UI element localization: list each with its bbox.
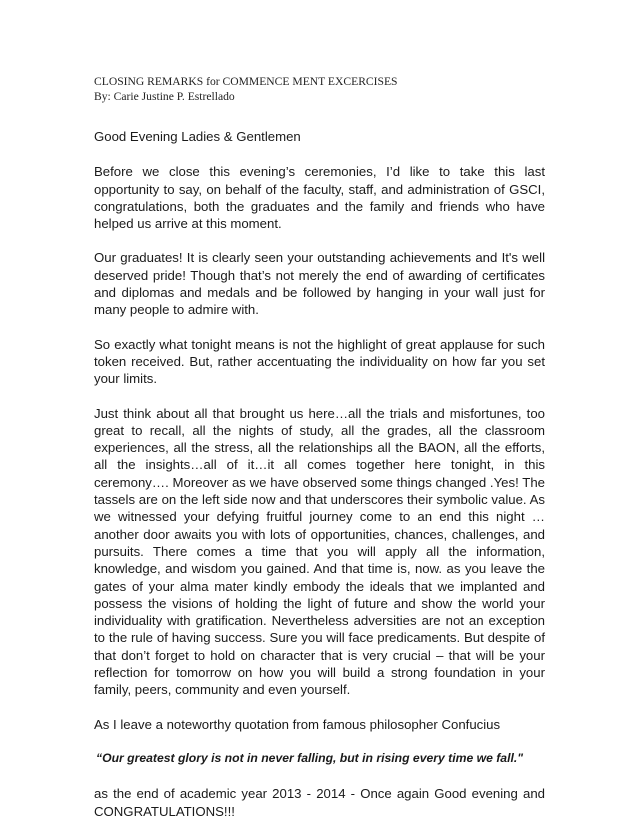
document-byline: By: Carie Justine P. Estrellado [94,90,235,103]
greeting: Good Evening Ladies & Gentlemen [94,129,301,144]
document-title: CLOSING REMARKS for COMMENCE MENT EXCERCISES [94,75,398,88]
quote-intro: As I leave a noteworthy quotation from famous philosopher Confucius [94,716,501,732]
paragraph-graduates: Our graduates! It is clearly seen your outstanding achievements and It's well deserved pride! Though that’s not merely the end of awarding of certificates and diplomas and medals and be followed by hanging in your wall just for many people to admire with. [94,250,545,318]
confucius-quote: “Our greatest glory is not in never falling, but in rising every time we fall." [96,750,524,765]
paragraph-tonight: So exactly what tonight means is not the highlight of great applause for such token received. But, rather accentuating the individuality on how far you set your limits. [94,336,545,387]
paragraph-reflection: Just think about all that brought us here…all the trials and misfortunes, too great to recall, all the nights of study, all the grades, all the classroom experiences, all the stress, all the relationships all the BAON, all the efforts, all the insights…all of it…it all comes together here tonight, in this ceremony…. Moreover as we have observed some things changed .Yes! The tassels are on the left side now and that underscores their symbolic value. As we witnessed your defying fruitful journey come to an end this night … another door awaits you with lots of opportunities, chances, challenges, and pursuits. There comes a time that you will apply all the information, knowledge, and wisdom you gained. And that time is, now. as you leave the gates of your alma mater kindly embody the ideals that we implanted and possess the visions of holding the light of future and show the world your individuality with gratification. Nevertheless adversities are not an exception to the rule of having success. Sure you will face predicaments. But despite of that don’t forget to hold on character that is very crucial – that will be your reflection for tomorrow on how you will build a strong foundation in your family, peers, community and even yourself. [94,405,545,698]
speech-body [94,128,545,820]
document-header [94,74,554,104]
paragraph-opening: Before we close this evening’s ceremonies, I’d like to take this last opportunity to say, on behalf of the faculty, staff, and administration of GSCI, congratulations, both the graduates and the family and friends who have helped us arrive at this moment. [94,164,545,232]
closing-line: as the end of academic year 2013 - 2014 - Once again Good evening and CONGRATULATIONS!!! [94,786,545,819]
